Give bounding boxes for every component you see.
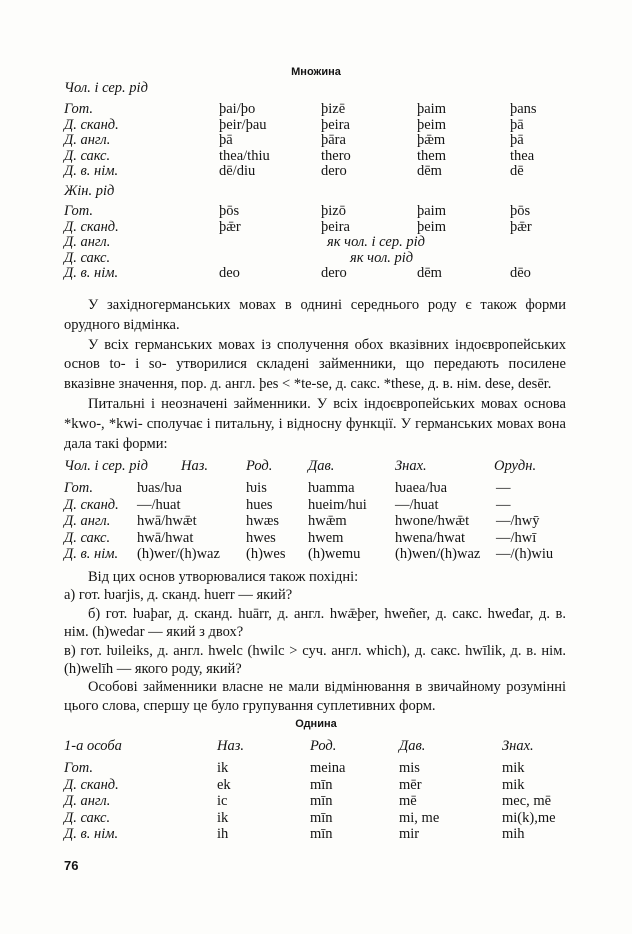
language-label: Д. сакс. [64, 809, 111, 826]
derivative-b: б) гот. ƕaþar, д. сканд. huārr, д. англ. hwǣþer, hweñer, д. сакс. hweđar, д. в. нім. (h)wedar — який з двох? [64, 605, 566, 641]
table-cell: (h)wemu [308, 545, 361, 562]
table-cell: þā [219, 132, 233, 149]
header-acc: Знах. [395, 458, 427, 474]
table-cell: hwena/hwat [395, 529, 466, 546]
page-number: 76 [64, 858, 79, 873]
table-cell: —/hwȳ [496, 513, 540, 530]
table-row [64, 513, 570, 529]
table-cell: þǣr [219, 218, 241, 235]
derivatives-block [64, 568, 566, 715]
language-label: Д. сканд. [64, 776, 119, 793]
language-label: Гот. [64, 101, 94, 117]
plural-masc-table [64, 102, 570, 180]
table-cell: meina [310, 760, 346, 777]
table-cell: ic [217, 793, 228, 810]
table-cell: mi(k),me [502, 809, 556, 826]
table-cell: hueim/hui [308, 496, 367, 513]
paragraph-personal-pronouns: Особові займенники власне не мали відмінювання в звичайному розумінні цього слова, спершу це було групування суплетивних форм. [64, 679, 566, 714]
table-cell: (h)wes [246, 545, 286, 562]
table-cell: hwæs [246, 513, 280, 530]
table-cell: mē [399, 793, 417, 810]
header-dat: Дав. [308, 458, 335, 474]
derivative-c: в) гот. ƕileiks, д. англ. hwelc (hwilc > суч. англ. which), д. сакс. hwīlik, д. в. нім. (h)welīh — якого роду, який? [64, 642, 566, 678]
table-row [64, 266, 570, 282]
language-label: Д. англ. [64, 234, 111, 251]
table-cell: hwone/hwǣt [395, 513, 470, 530]
fem-label: Жін. рід [64, 183, 115, 199]
table-cell: ƕis [246, 480, 267, 497]
table-cell: þāra [321, 132, 346, 149]
table-cell: mik [502, 776, 525, 793]
language-label: Д. в. нім. [64, 163, 119, 180]
derivative-a: а) гот. ƕarjis, д. сканд. huerr — який? [64, 587, 293, 604]
body-paragraphs [64, 296, 566, 454]
table-cell: thero [321, 147, 351, 164]
table-cell: hwǣm [308, 513, 347, 530]
table-cell: þeim [417, 116, 446, 133]
table-cell: mih [502, 825, 525, 842]
table-cell: mi, me [399, 809, 440, 826]
table-row [64, 777, 570, 793]
table-row [64, 826, 570, 842]
table-cell: dē/diu [219, 163, 256, 180]
table-row [64, 133, 570, 149]
table-cell: mīn [310, 793, 333, 810]
table-cell: hwā/hwǣt [137, 513, 197, 530]
plural-heading: Множина [291, 66, 341, 78]
language-label: Д. сканд. [64, 218, 119, 235]
table-cell: thea/thiu [219, 147, 270, 164]
table-cell: þǣr [510, 218, 532, 235]
table-cell: þā [510, 116, 524, 133]
table-cell: þaim [417, 203, 446, 219]
table-cell: mec, mē [502, 793, 552, 810]
paragraph-neuter-instrumental: У західногерманських мовах в однині середнього роду є також форми орудного відмінка. [64, 297, 566, 333]
table-row [64, 118, 570, 134]
language-label: Д. сканд. [64, 496, 119, 513]
table-row [64, 164, 570, 180]
table-cell: þōs [510, 203, 531, 219]
table-cell: dero [321, 265, 347, 282]
header-instr: Орудн. [494, 458, 537, 474]
table-cell: mīn [310, 825, 333, 842]
table-cell: ih [217, 825, 229, 842]
table-cell: hwem [308, 529, 344, 546]
table-cell: —/huat [395, 496, 439, 513]
table-cell: ik [217, 809, 229, 826]
header-nom: Наз. [217, 738, 245, 754]
table-cell: hwā/hwat [137, 529, 194, 546]
header-gen: Род. [310, 738, 337, 754]
table-cell: ek [217, 776, 231, 793]
language-label: Д. сакс. [64, 249, 111, 266]
table-row [64, 220, 570, 236]
table-cell: dero [321, 163, 347, 180]
table-cell: —/(h)wiu [496, 545, 554, 562]
language-label: Гот. [64, 480, 94, 497]
singular-table [64, 738, 570, 842]
language-label: Д. англ. [64, 793, 111, 810]
language-label: Д. в. нім. [64, 265, 119, 282]
table-header [64, 738, 570, 754]
language-label: Д. англ. [64, 513, 111, 530]
header-acc: Знах. [502, 738, 534, 754]
table-cell: þai/þo [219, 101, 256, 117]
language-label: Д. сканд. [64, 116, 119, 133]
table-cell: þaim [417, 101, 446, 117]
same-as-note: як чол. і сер. рід [327, 234, 425, 251]
table-cell: —/huat [137, 496, 181, 513]
language-label: Гот. [64, 203, 94, 219]
masc-neut-label: Чол. і сер. рід [64, 80, 148, 96]
table-cell: dēm [417, 163, 442, 180]
table-cell: dēm [417, 265, 442, 282]
table-row [64, 760, 570, 776]
table-cell: þizō [321, 203, 346, 219]
table-row [64, 251, 570, 267]
language-label: Д. сакс. [64, 147, 111, 164]
table-cell: mir [399, 825, 420, 842]
table-cell: þeir/þau [219, 116, 267, 133]
table-cell: them [417, 147, 446, 164]
table-row [64, 497, 570, 513]
table-row [64, 793, 570, 809]
language-label: Д. сакс. [64, 529, 111, 546]
table-row [64, 149, 570, 165]
language-label: Д. в. нім. [64, 545, 119, 562]
paragraph-interrogative: Питальні і неозначені займенники. У всіх індоєвропейських мовах основа *kwo-, *kwi- сполучає і питальну, і відносну функції. У германських мовах вона дала такі форми: [64, 395, 566, 452]
table-cell: (h)wen/(h)waz [395, 545, 481, 562]
table-row [64, 810, 570, 826]
table-row [64, 480, 570, 496]
table-cell: (h)wer/(h)waz [137, 545, 220, 562]
table-cell: deo [219, 265, 240, 282]
table-cell: thea [510, 147, 535, 164]
header-gen: Род. [246, 458, 273, 474]
table-cell: mēr [399, 776, 422, 793]
language-label: Гот. [64, 760, 94, 777]
table-cell: mīn [310, 809, 333, 826]
table-cell: þeira [321, 116, 350, 133]
singular-heading: Однина [295, 718, 337, 730]
table-cell: ƕamma [308, 480, 355, 497]
table-cell: þā [510, 132, 524, 149]
table-cell: mīn [310, 776, 333, 793]
paragraph-compound-demonstratives: У всіх германських мовах із сполучення обох вказівних індоєвропейських основ to- і so- утворилися складені займенники, що передають посилене вказівне значення, пор. д. англ. þes < *te-se, д. сакс. *these, д. в. нім. dese, desēr. [64, 336, 566, 393]
header-dat: Дав. [399, 738, 426, 754]
table-cell: —/hwī [496, 529, 537, 546]
table-cell: þǣm [417, 132, 446, 149]
table-row [64, 546, 570, 562]
table-cell: dēo [510, 265, 531, 282]
language-label: Д. в. нім. [64, 825, 119, 842]
table-cell: þeira [321, 218, 350, 235]
table-cell: mik [502, 760, 525, 777]
plural-fem-table [64, 204, 570, 282]
table-row [64, 102, 570, 118]
table-cell: hues [246, 496, 273, 513]
header-label: Чол. і сер. рід [64, 458, 148, 474]
derivatives-intro: Від цих основ утворювалися також похідні: [88, 569, 359, 585]
language-label: Д. англ. [64, 132, 111, 149]
header-label: 1-а особа [64, 738, 122, 754]
table-cell: þans [510, 101, 537, 117]
interrogative-table [64, 458, 570, 562]
table-cell: dē [510, 163, 524, 180]
table-header [64, 458, 570, 474]
table-cell: ik [217, 760, 229, 777]
table-cell: ƕas/ƕa [137, 480, 182, 497]
header-nom: Наз. [181, 458, 209, 474]
table-row [64, 235, 570, 251]
table-cell: þōs [219, 203, 240, 219]
same-as-note: як чол. рід [350, 249, 414, 266]
table-cell: — [496, 480, 511, 497]
table-row [64, 530, 570, 546]
table-cell: þeim [417, 218, 446, 235]
table-cell: þizē [321, 101, 346, 117]
table-cell: mis [399, 760, 420, 777]
table-row [64, 204, 570, 220]
table-cell: — [496, 496, 511, 513]
table-cell: ƕaea/ƕa [395, 480, 448, 497]
table-cell: hwes [246, 529, 276, 546]
